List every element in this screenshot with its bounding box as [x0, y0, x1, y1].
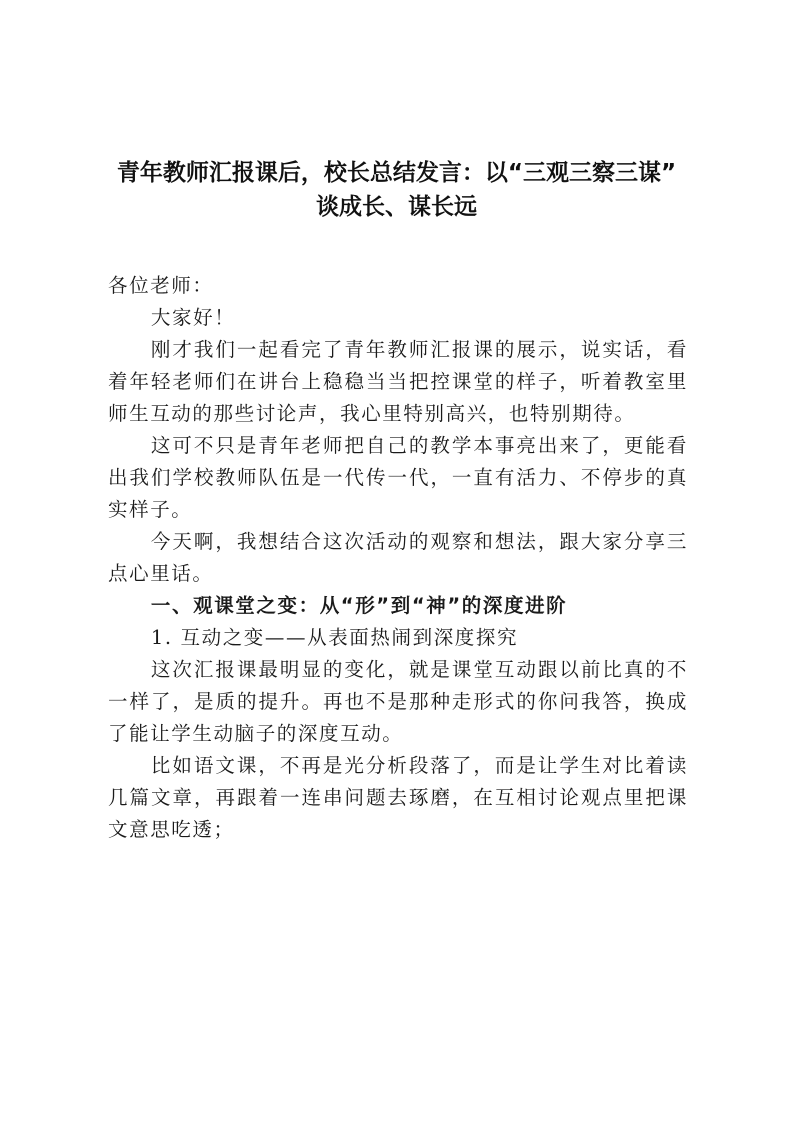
- document-title: [80, 156, 713, 224]
- paragraph: 这可不只是青年老师把自己的教学本事亮出来了，更能看出我们学校教师队伍是一代传一代，一直有活力、不停步的真实样子。: [108, 434, 688, 521]
- paragraph: 今天啊，我想结合这次活动的观察和想法，跟大家分享三点心里话。: [108, 530, 688, 585]
- title-line-1: 青年教师汇报课后，校长总结发言：以“三观三察三谋”: [116, 160, 677, 186]
- salutation: 各位老师：: [108, 274, 214, 297]
- subsection-heading: 1. 互动之变——从表面热闹到深度探究: [150, 626, 519, 649]
- paragraph: 刚才我们一起看完了青年教师汇报课的展示，说实话，看着年轻老师们在讲台上稳稳当当把控课堂的样子，听着教室里师生互动的那些讨论声，我心里特别高兴，也特别期待。: [108, 338, 688, 425]
- title-line-2: 谈成长、谋长远: [316, 194, 477, 220]
- paragraph-greeting: 大家好！: [150, 306, 236, 329]
- paragraph: 这次汇报课最明显的变化，就是课堂互动跟以前比真的不一样了，是质的提升。再也不是那种走形式的你问我答，换成了能让学生动脑子的深度互动。: [108, 658, 688, 745]
- paragraph: 比如语文课，不再是光分析段落了，而是让学生对比着读几篇文章，再跟着一连串问题去琢磨，在互相讨论观点里把课文意思吃透；: [108, 754, 688, 841]
- section-heading: 一、观课堂之变：从“形”到“神”的深度进阶: [150, 594, 568, 617]
- document-body: [108, 270, 688, 846]
